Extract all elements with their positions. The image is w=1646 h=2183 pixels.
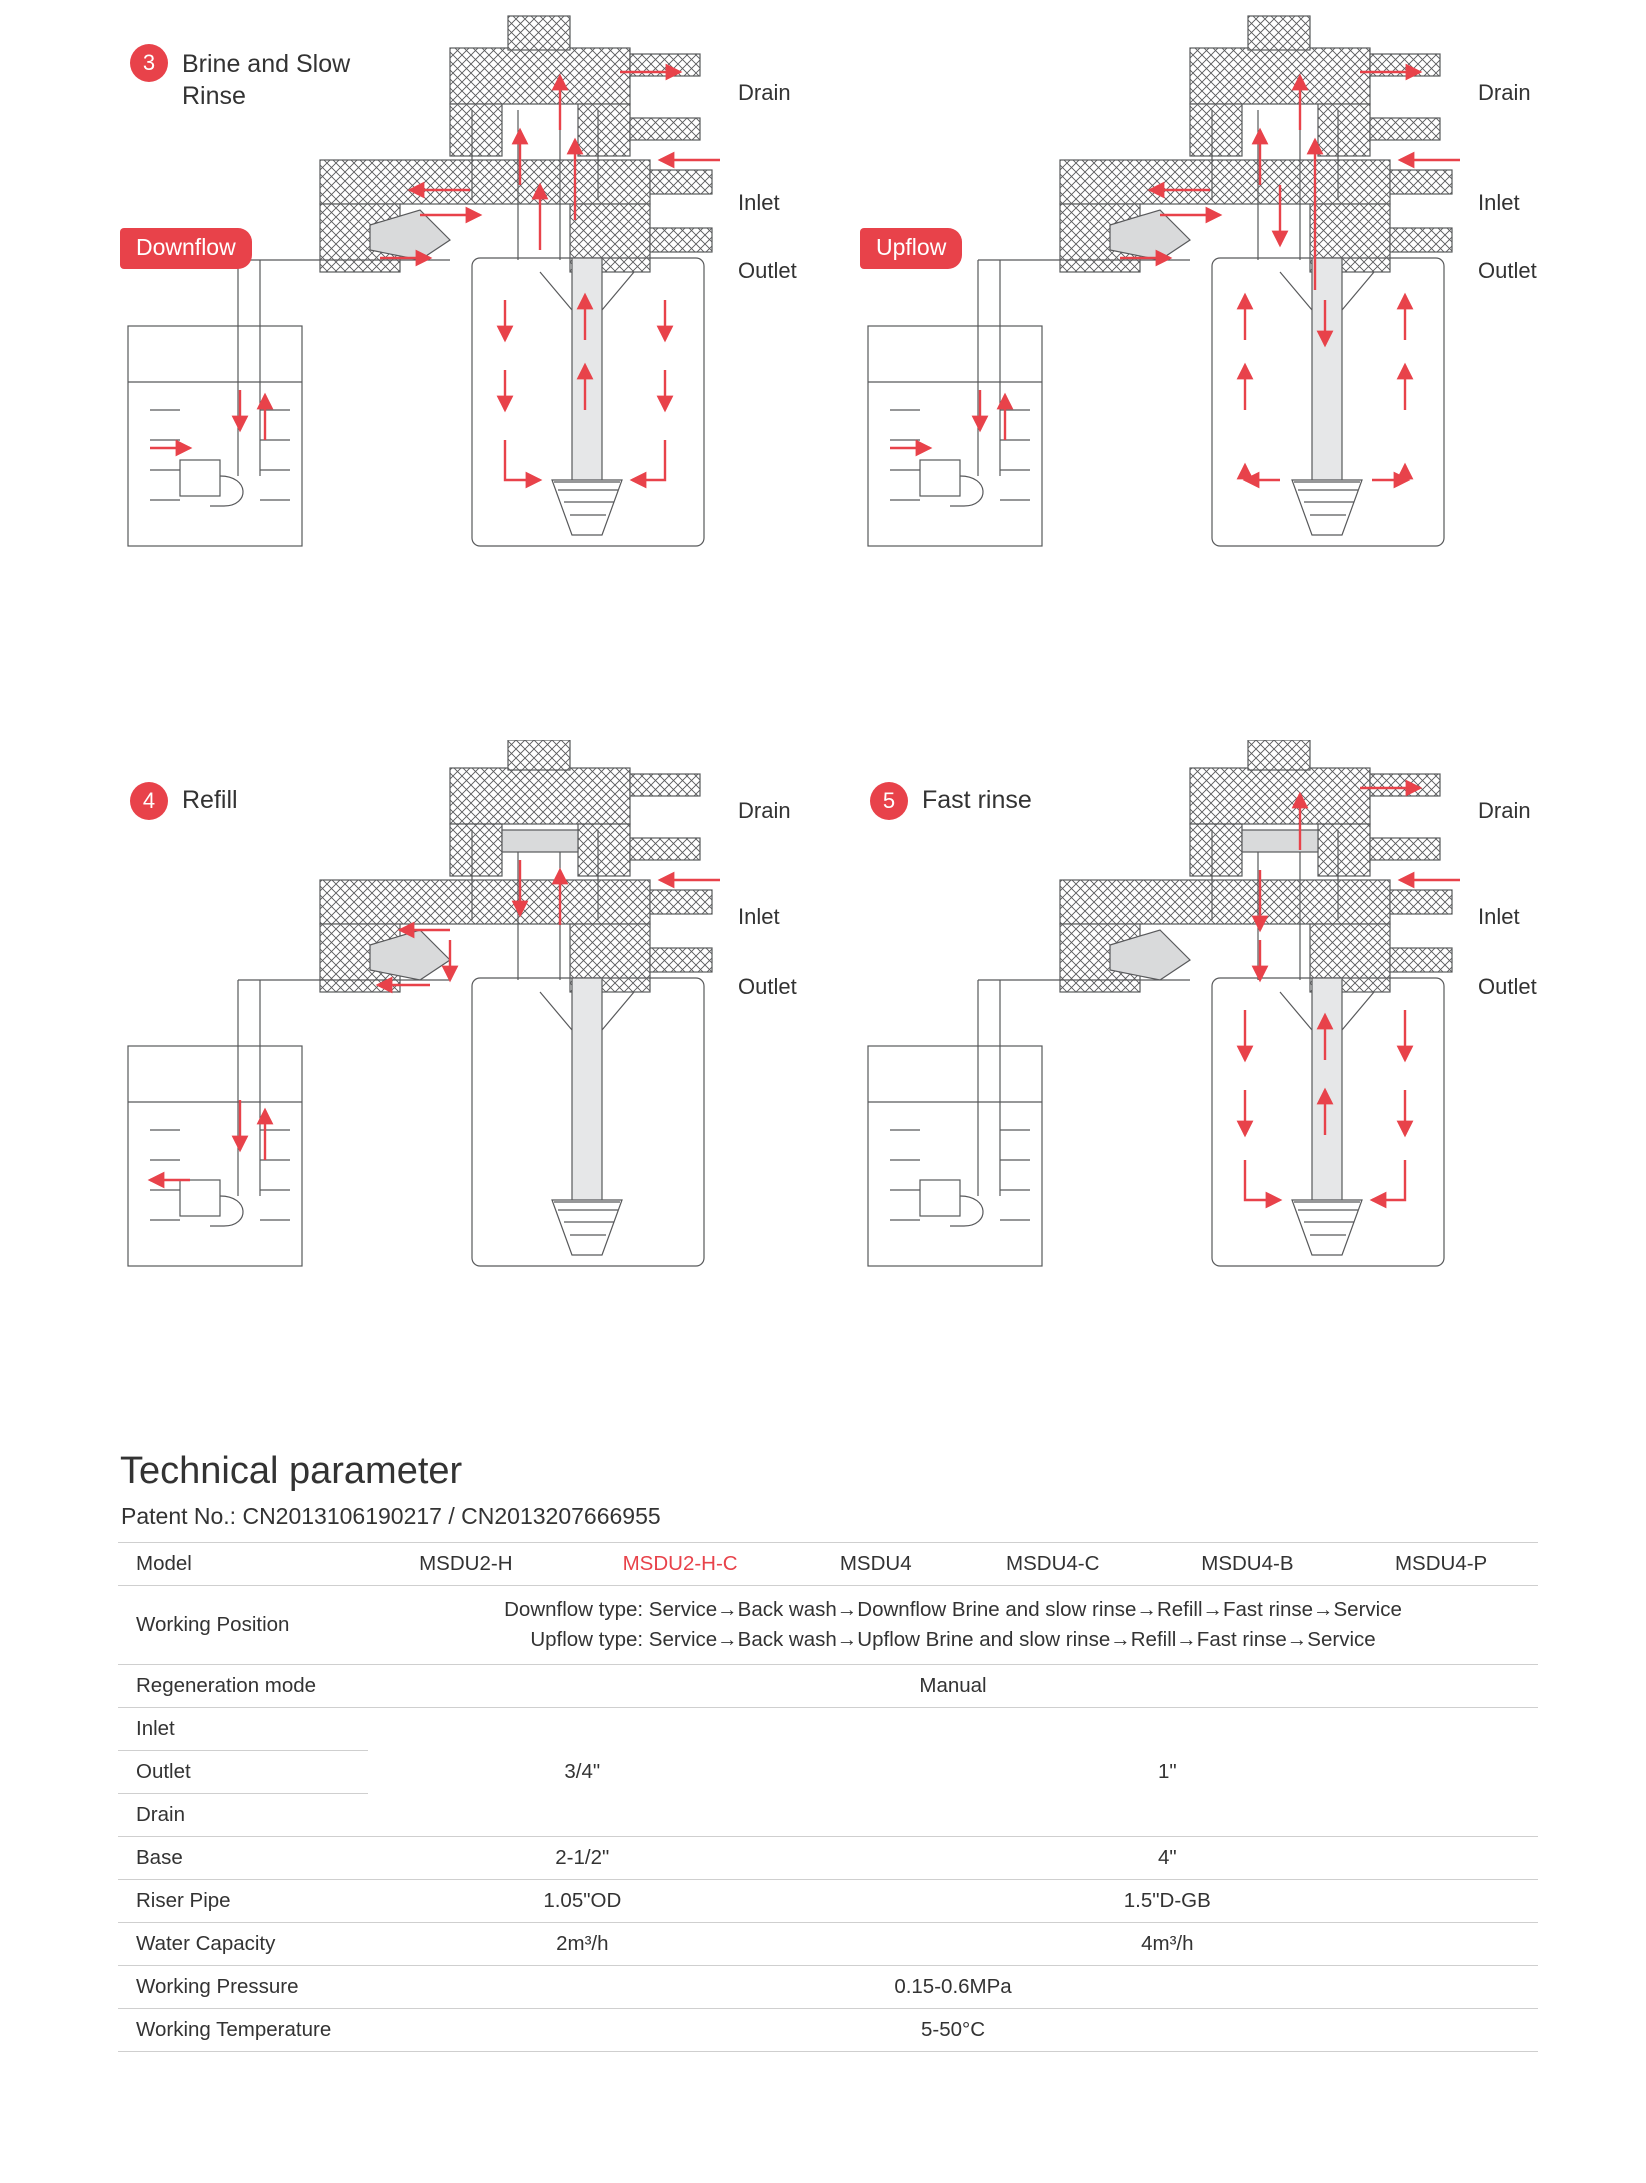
port-label-inlet-4: Inlet <box>1478 904 1520 929</box>
table-row-regeneration <box>118 1665 1538 1708</box>
step-title-4: Refill <box>182 786 238 814</box>
cell-temperature: 5-50°C <box>368 2009 1538 2052</box>
cell-riser-left: 1.05"OD <box>368 1880 797 1923</box>
table-row-pressure <box>118 1966 1538 2009</box>
cell-working-position <box>368 1586 1538 1665</box>
diagram-panel-brine-upflow <box>860 10 1580 710</box>
cell-model-3: MSDU4 <box>797 1543 955 1586</box>
table-row-working-position <box>118 1586 1538 1665</box>
port-label-drain-2: Drain <box>1478 80 1531 105</box>
table-row-inlet <box>118 1708 1538 1751</box>
port-label-drain-3: Drain <box>738 798 791 823</box>
valve-schematic-downflow <box>120 10 840 710</box>
row-label-outlet: Outlet <box>118 1751 368 1794</box>
step-title-5: Fast rinse <box>922 786 1032 814</box>
cell-capacity-left: 2m³/h <box>368 1923 797 1966</box>
port-label-drain-4: Drain <box>1478 798 1531 823</box>
cell-base-left: 2-1/2" <box>368 1837 797 1880</box>
row-label-pressure: Working Pressure <box>118 1966 368 2009</box>
row-label-working-position: Working Position <box>118 1586 368 1665</box>
row-label-base: Base <box>118 1837 368 1880</box>
port-label-drain: Drain <box>738 80 791 105</box>
cell-capacity-right: 4m³/h <box>797 1923 1538 1966</box>
flow-tag-downflow: Downflow <box>120 228 252 269</box>
working-position-line-1: Downflow type: Service→Back wash→Downflow Brine and slow rinse→Refill→Fast rinse→Service <box>504 1598 1402 1621</box>
step-title-3: Brine and Slow Rinse <box>182 50 351 110</box>
table-row-riser <box>118 1880 1538 1923</box>
working-position-line-2: Upflow type: Service→Back wash→Upflow Brine and slow rinse→Refill→Fast rinse→Service <box>530 1628 1376 1651</box>
row-label-riser: Riser Pipe <box>118 1880 368 1923</box>
cell-model-1: MSDU2-H <box>368 1543 564 1586</box>
port-label-inlet: Inlet <box>738 190 780 215</box>
cell-base-right: 4" <box>797 1837 1538 1880</box>
diagram-panel-brine-downflow <box>120 10 840 710</box>
step-badge-5: 5 <box>870 782 908 820</box>
row-label-temperature: Working Temperature <box>118 2009 368 2052</box>
cell-port-size-right: 1" <box>797 1708 1538 1837</box>
cell-port-size-left: 3/4" <box>368 1708 797 1837</box>
row-label-drain: Drain <box>118 1794 368 1837</box>
step-badge-3: 3 <box>130 44 168 82</box>
port-label-outlet: Outlet <box>738 258 797 283</box>
port-label-outlet-2: Outlet <box>1478 258 1537 283</box>
technical-parameter-section <box>118 1450 1538 2052</box>
valve-schematic-upflow <box>860 10 1580 710</box>
table-row-temperature <box>118 2009 1538 2052</box>
cell-model-6: MSDU4-P <box>1344 1543 1538 1586</box>
specification-table <box>118 1542 1538 2052</box>
row-label-model: Model <box>118 1543 368 1586</box>
patent-number: Patent No.: CN2013106190217 / CN2013207666955 <box>121 1503 661 1529</box>
cell-pressure: 0.15-0.6MPa <box>368 1966 1538 2009</box>
port-label-inlet-2: Inlet <box>1478 190 1520 215</box>
page-title: Technical parameter <box>120 1450 463 1492</box>
step-badge-4: 4 <box>130 782 168 820</box>
table-row-capacity <box>118 1923 1538 1966</box>
diagram-panel-refill <box>120 740 840 1440</box>
port-label-outlet-4: Outlet <box>1478 974 1537 999</box>
port-label-inlet-3: Inlet <box>738 904 780 929</box>
cell-regeneration: Manual <box>368 1665 1538 1708</box>
cell-riser-right: 1.5"D-GB <box>797 1880 1538 1923</box>
table-row-base <box>118 1837 1538 1880</box>
cell-model-2: MSDU2-H-C <box>564 1543 797 1586</box>
port-label-outlet-3: Outlet <box>738 974 797 999</box>
cell-model-5: MSDU4-B <box>1151 1543 1345 1586</box>
valve-schematic-fast-rinse <box>860 740 1580 1440</box>
table-row-model <box>118 1543 1538 1586</box>
row-label-capacity: Water Capacity <box>118 1923 368 1966</box>
flow-tag-upflow: Upflow <box>860 228 962 269</box>
row-label-inlet: Inlet <box>118 1708 368 1751</box>
diagram-panel-fast-rinse <box>860 740 1580 1440</box>
cell-model-4: MSDU4-C <box>955 1543 1151 1586</box>
row-label-regeneration: Regeneration mode <box>118 1665 368 1708</box>
valve-schematic-refill <box>120 740 840 1440</box>
